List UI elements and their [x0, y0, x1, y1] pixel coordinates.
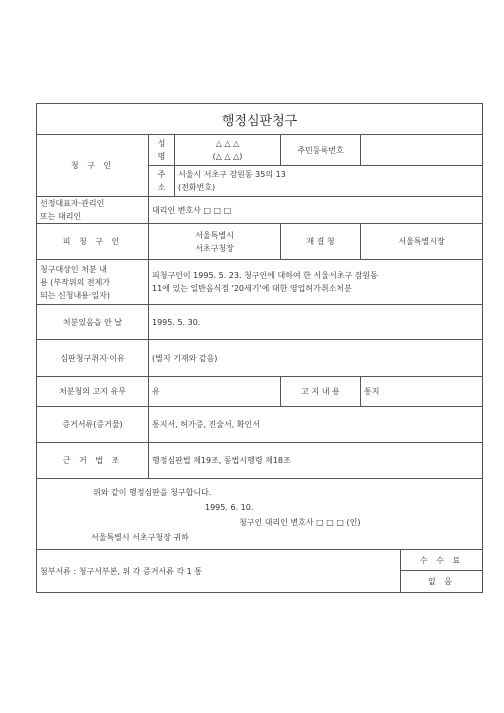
resident-number-label: 주민등록번호: [281, 135, 361, 166]
declaration-signer: 청구인 대리인 변호사 □ □ □ (인): [239, 518, 361, 527]
notice-label: 처분청의 고지 유무: [37, 377, 149, 407]
notice-value: 유: [149, 377, 281, 407]
purpose-label: 심판청구취지·이유: [37, 340, 149, 377]
representative-label-2: 또는 대리인: [40, 212, 82, 221]
address-value: [175, 166, 483, 197]
name-label: [149, 135, 175, 166]
declaration: [37, 479, 483, 550]
notice-content-label: 고 지 내 용: [281, 377, 361, 407]
disposition-label: [37, 260, 149, 305]
claimant-label: 청 구 인: [37, 135, 149, 197]
declaration-date: 1995. 6. 10.: [205, 503, 254, 512]
known-date-label: 처분있음을 안 날: [37, 305, 149, 340]
known-date-value: 1995. 5. 30.: [149, 305, 483, 340]
resident-number-value: [361, 135, 483, 166]
name-value: [175, 135, 281, 166]
disposition-value: [149, 260, 483, 305]
purpose-value: (별지 기재와 같음): [149, 340, 483, 377]
disposition-label-3: 되는 신청내용·일자): [40, 290, 111, 300]
representative-label: [37, 197, 149, 224]
representative-label-1: 선정대표자·관리인: [40, 199, 105, 208]
name-value-1: △ △ △: [215, 139, 240, 148]
respondent-value-1: 서울특별시: [195, 230, 234, 240]
name-value-2: (△ △ △): [212, 152, 243, 161]
respondent-label: 피 청 구 인: [37, 224, 149, 260]
disposition-value-2: 11에 있는 일반음식점 '20세기'에 대한 영업허가취소처분: [152, 284, 352, 293]
evidence-value: 통지서, 허가증, 진술서, 확인서: [149, 407, 483, 443]
name-label-2: 명: [157, 152, 166, 161]
disposition-label-2: 용 (부작위의 전제가: [40, 277, 111, 287]
declaration-line: 위와 같이 행정심판을 청구합니다.: [93, 488, 212, 497]
attachments: 첨부서류 : 청구서부본, 위 각 증거서류 각 1 통: [37, 550, 401, 593]
disposition-label-1: 청구대상인 처분 내: [40, 264, 107, 274]
fee-label: 수 수 료: [401, 550, 483, 571]
ruling-agency-value: 서울특별시장: [361, 224, 483, 260]
address-label-1: 주: [157, 170, 166, 179]
respondent-value: [149, 224, 281, 260]
notice-content-value: 통지: [361, 377, 483, 407]
respondent-value-2: 서초구청장: [195, 243, 234, 253]
administrative-appeal-form: [36, 103, 483, 593]
representative-value: 대리인 변호사 □ □ □: [149, 197, 483, 224]
evidence-label: 증거서류(증거물): [37, 407, 149, 443]
form-title: 행정심판청구: [37, 104, 483, 135]
address-label: [149, 166, 175, 197]
fee-value: 없 음: [401, 571, 483, 593]
name-label-1: 성: [157, 139, 166, 148]
basis-value: 행정심판법 제19조, 동법시행령 제18조: [149, 443, 483, 479]
address-value-2: (전화번호): [178, 183, 216, 192]
ruling-agency-label: 재 결 청: [281, 224, 361, 260]
declaration-addressee: 서울특별시 서초구청장 귀하: [91, 533, 189, 542]
disposition-value-1: 피청구인이 1995. 5. 23. 청구인에 대하여 한 서울서초구 잠원동: [152, 271, 378, 280]
address-label-2: 소: [157, 183, 166, 192]
basis-label: 근 거 법 조: [37, 443, 149, 479]
address-value-1: 서울시 서초구 잠원동 35의 13: [178, 170, 286, 179]
